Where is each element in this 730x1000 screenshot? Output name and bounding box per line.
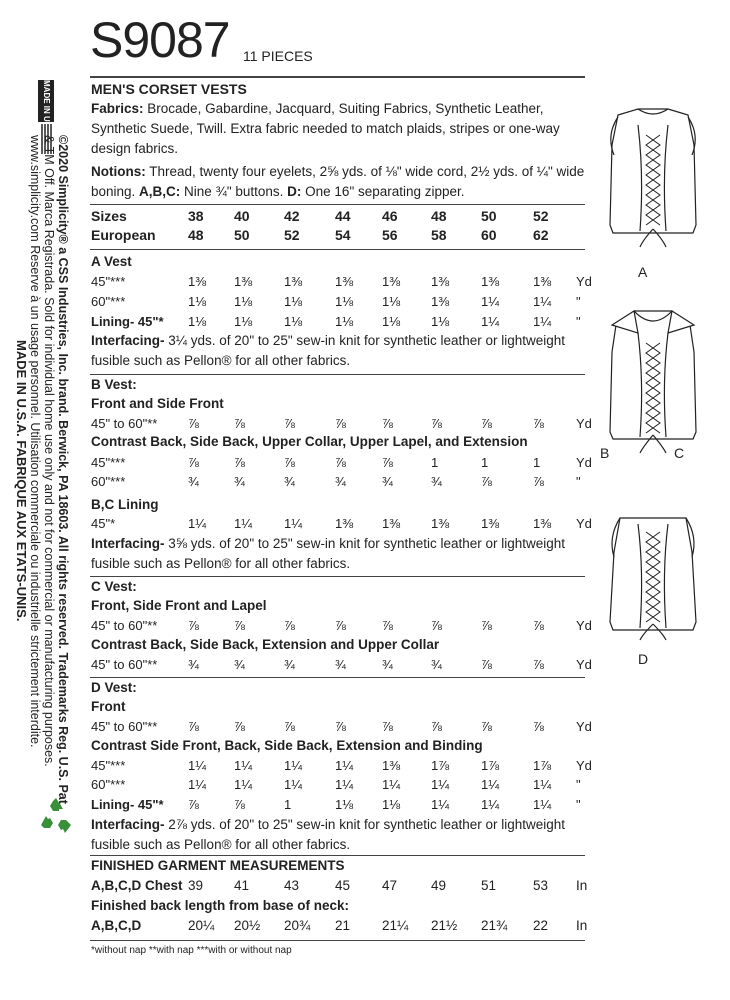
table-cell: 1¼ [481, 797, 500, 812]
table-cell: 1¼ [533, 314, 552, 329]
unit-cell: Yd [576, 416, 592, 431]
view-label-d: D [638, 651, 649, 667]
table-cell: 1⅜ [533, 274, 552, 289]
a-vest-title: A Vest [91, 254, 132, 269]
table-cell: 1⅛ [188, 314, 207, 329]
table-cell: ⅞ [431, 719, 442, 734]
table-cell: ⅞ [335, 719, 346, 734]
table-cell: 1¼ [481, 314, 500, 329]
table-cell: 52 [284, 227, 300, 243]
back-length-title: Finished back length from base of neck: [91, 898, 350, 913]
table-cell: 1⅜ [431, 294, 450, 309]
table-cell: 1¼ [234, 777, 253, 792]
table-cell: 1¼ [234, 758, 253, 773]
notions-line-1: Notions: Thread, twenty four eyelets, 2⅝ yds. of ⅛" wide cord, 2½ yds. of ¼" wide [91, 164, 585, 179]
b-interfacing-1: Interfacing- 3⅝ yds. of 20" to 25" sew-in knit for synthetic leather or lightweight [91, 536, 566, 551]
row-label: 45" to 60"** [91, 657, 158, 672]
table-cell: ⅞ [188, 797, 199, 812]
table-cell: 48 [188, 227, 204, 243]
table-cell: ⅞ [431, 416, 442, 431]
vest-bc-illustration [598, 307, 708, 462]
table-cell: 1¼ [481, 777, 500, 792]
d-vest-title: D Vest: [91, 680, 137, 695]
table-cell: 54 [335, 227, 351, 243]
table-cell: 49 [431, 878, 447, 893]
table-cell: 1⅜ [382, 516, 401, 531]
table-cell: 1¼ [188, 758, 207, 773]
table-cell: ⅞ [188, 455, 199, 470]
table-cell: 1 [431, 455, 439, 470]
table-cell: ⅞ [284, 455, 295, 470]
table-cell: 1¼ [284, 758, 303, 773]
footnote: *without nap **with nap ***with or without nap [91, 945, 292, 956]
table-cell: ⅞ [234, 455, 245, 470]
unit-cell: Yd [576, 455, 592, 470]
table-cell: 52 [533, 208, 549, 224]
unit-cell: " [576, 294, 581, 309]
c-sub-1: Front, Side Front and Lapel [91, 598, 267, 613]
finished-title: FINISHED GARMENT MEASUREMENTS [91, 858, 345, 873]
table-cell: 1¼ [431, 777, 450, 792]
unit-cell: In [576, 878, 588, 893]
unit-cell: Yd [576, 618, 592, 633]
table-cell: ¾ [188, 474, 199, 489]
made-in-line: MADE IN U.S.A. FABRIQUE AUX ETATS-UNIS. [14, 340, 29, 622]
table-cell: 1 [284, 797, 292, 812]
unit-cell: Yd [576, 758, 592, 773]
table-cell: ¾ [284, 474, 295, 489]
row-label: 45"*** [91, 274, 126, 289]
table-cell: 1⅜ [335, 516, 354, 531]
table-cell: 21¾ [481, 918, 508, 933]
row-label: Lining- 45"* [91, 314, 164, 329]
table-cell: ⅞ [481, 618, 492, 633]
table-cell: 1¼ [284, 777, 303, 792]
row-label: A,B,C,D [91, 918, 142, 933]
table-cell: ⅞ [533, 657, 544, 672]
table-cell: 44 [335, 208, 351, 224]
table-cell: 1¼ [533, 294, 552, 309]
table-cell: 45 [335, 878, 351, 893]
table-cell: ⅞ [188, 618, 199, 633]
view-label-b: B [600, 445, 610, 461]
table-cell: ⅞ [188, 719, 199, 734]
table-cell: 51 [481, 878, 497, 893]
table-cell: 1⅛ [382, 294, 401, 309]
rule [90, 374, 585, 375]
table-cell: 1⅜ [533, 516, 552, 531]
rule [90, 249, 585, 250]
unit-cell: In [576, 918, 588, 933]
table-cell: 1¼ [234, 516, 253, 531]
table-cell: 1⅛ [431, 314, 450, 329]
table-cell: ⅞ [335, 416, 346, 431]
table-cell: ⅞ [284, 416, 295, 431]
table-cell: ⅞ [188, 416, 199, 431]
table-cell: 1 [481, 455, 489, 470]
table-cell: 1¼ [382, 777, 401, 792]
table-cell: ⅞ [431, 618, 442, 633]
row-label: 45" to 60"** [91, 618, 158, 633]
table-cell: 1¼ [335, 758, 354, 773]
d-interfacing-2: fusible such as Pellon® for all other fabrics. [91, 837, 351, 852]
table-cell: 1⅛ [335, 797, 354, 812]
table-cell: 39 [188, 878, 204, 893]
table-cell: 1⅞ [481, 758, 500, 773]
table-cell: ⅞ [533, 618, 544, 633]
table-cell: ⅞ [533, 416, 544, 431]
table-cell: 1⅜ [431, 516, 450, 531]
trademark-line: & TM Off. Marca Registrada. Sold for individual home use only and not for commercial or manufacturing purposes. [42, 135, 56, 767]
unit-cell: " [576, 474, 581, 489]
made-in-usa-badge: MADE IN USA [38, 80, 54, 122]
table-cell: ⅞ [533, 474, 544, 489]
b-sub-3: B,C Lining [91, 497, 159, 512]
b-vest-title: B Vest: [91, 377, 137, 392]
table-cell: ⅞ [234, 618, 245, 633]
table-cell: ¾ [335, 657, 346, 672]
table-cell: 1⅛ [234, 294, 253, 309]
table-cell: ¾ [382, 657, 393, 672]
d-interfacing-1: Interfacing- 2⅞ yds. of 20" to 25" sew-in knit for synthetic leather or lightweight [91, 817, 566, 832]
rule [90, 677, 585, 678]
vest-a-illustration [598, 105, 708, 260]
table-cell: ¾ [382, 474, 393, 489]
table-cell: 21 [335, 918, 351, 933]
table-cell: 1⅛ [382, 314, 401, 329]
page-title: MEN'S CORSET VESTS [91, 81, 247, 97]
table-cell: 1¼ [533, 777, 552, 792]
table-cell: ⅞ [481, 719, 492, 734]
unit-cell: Yd [576, 719, 592, 734]
table-cell: 40 [234, 208, 250, 224]
table-cell: 1¼ [431, 797, 450, 812]
row-label: 45"* [91, 516, 116, 531]
rule [90, 940, 585, 941]
unit-cell: " [576, 797, 581, 812]
table-cell: 38 [188, 208, 204, 224]
table-cell: ⅞ [382, 618, 393, 633]
table-cell: 58 [431, 227, 447, 243]
table-cell: ⅞ [234, 416, 245, 431]
table-cell: 1⅛ [284, 294, 303, 309]
row-label: 60"*** [91, 777, 126, 792]
table-cell: 1⅜ [431, 274, 450, 289]
recycle-icon [36, 795, 76, 840]
table-cell: 20½ [234, 918, 261, 933]
table-cell: 1¼ [284, 516, 303, 531]
row-label: Sizes [91, 208, 127, 224]
table-cell: 53 [533, 878, 549, 893]
rule [90, 855, 585, 856]
table-cell: 42 [284, 208, 300, 224]
table-cell: 1⅜ [284, 274, 303, 289]
fabrics-line-2: Synthetic Suede, Twill. Extra fabric needed to match plaids, stripes or one-way [91, 121, 560, 136]
table-cell: ¾ [188, 657, 199, 672]
table-cell: 50 [234, 227, 250, 243]
table-cell: 1¼ [533, 797, 552, 812]
table-cell: 21½ [431, 918, 458, 933]
table-cell: 1⅜ [382, 758, 401, 773]
pieces-count: 11 PIECES [243, 48, 313, 64]
notions-line-2: boning. A,B,C: Nine ¾" buttons. D: One 16" separating zipper. [91, 184, 465, 199]
pattern-number: S9087 [90, 12, 230, 68]
row-label: A,B,C,D Chest [91, 878, 183, 893]
table-cell: ¾ [335, 474, 346, 489]
vest-d-illustration [598, 512, 708, 647]
table-cell: ⅞ [382, 416, 393, 431]
table-cell: 1⅜ [481, 274, 500, 289]
b-sub-1: Front and Side Front [91, 396, 224, 411]
table-cell: ⅞ [533, 719, 544, 734]
table-cell: 1⅜ [481, 516, 500, 531]
table-cell: 1⅜ [335, 274, 354, 289]
table-cell: 46 [382, 208, 398, 224]
table-cell: ⅞ [335, 455, 346, 470]
b-interfacing-2: fusible such as Pellon® for all other fabrics. [91, 556, 351, 571]
table-cell: 1¼ [481, 294, 500, 309]
table-cell: 1⅞ [533, 758, 552, 773]
unit-cell: " [576, 314, 581, 329]
unit-cell: Yd [576, 516, 592, 531]
c-sub-2: Contrast Back, Side Back, Extension and Upper Collar [91, 637, 440, 652]
b-sub-2: Contrast Back, Side Back, Upper Collar, Upper Lapel, and Extension [91, 434, 528, 449]
table-cell: 62 [533, 227, 549, 243]
table-cell: ¾ [234, 474, 245, 489]
rule [90, 204, 585, 205]
table-cell: 41 [234, 878, 250, 893]
table-cell: ⅞ [335, 618, 346, 633]
table-cell: 48 [431, 208, 447, 224]
row-label: 45" to 60"** [91, 719, 158, 734]
table-cell: ⅞ [234, 719, 245, 734]
table-cell: 56 [382, 227, 398, 243]
table-cell: 20¾ [284, 918, 311, 933]
table-cell: ⅞ [382, 455, 393, 470]
unit-cell: " [576, 777, 581, 792]
table-cell: 1⅞ [431, 758, 450, 773]
fabrics-line-1: Fabrics: Brocade, Gabardine, Jacquard, Suiting Fabrics, Synthetic Leather, [91, 101, 544, 116]
website-line: www.simplicity.com Reserve à un usage personnel. Utilisation commerciale ou industrielle strictement interdite. [28, 135, 42, 748]
table-cell: 1⅛ [284, 314, 303, 329]
fabrics-line-3: design fabrics. [91, 141, 179, 156]
table-cell: ⅞ [481, 416, 492, 431]
table-cell: ⅞ [284, 618, 295, 633]
table-cell: 1⅜ [188, 274, 207, 289]
table-cell: ⅞ [284, 719, 295, 734]
table-cell: ⅞ [481, 657, 492, 672]
table-cell: ⅞ [382, 719, 393, 734]
table-cell: 1⅛ [382, 797, 401, 812]
view-label-c: C [674, 445, 685, 461]
c-vest-title: C Vest: [91, 579, 137, 594]
header-rule [90, 76, 585, 78]
table-cell: ¾ [234, 657, 245, 672]
table-cell: 1⅜ [382, 274, 401, 289]
view-label-a: A [638, 264, 648, 280]
unit-cell: Yd [576, 274, 592, 289]
d-sub-1: Front [91, 699, 126, 714]
row-label: 45"*** [91, 758, 126, 773]
row-label: European [91, 227, 156, 243]
table-cell: 21¼ [382, 918, 409, 933]
table-cell: 60 [481, 227, 497, 243]
d-sub-2: Contrast Side Front, Back, Side Back, Extension and Binding [91, 738, 483, 753]
row-label: 45"*** [91, 455, 126, 470]
table-cell: 1¼ [188, 516, 207, 531]
table-cell: 1⅛ [188, 294, 207, 309]
table-cell: 1⅜ [234, 274, 253, 289]
table-cell: 43 [284, 878, 300, 893]
table-cell: 22 [533, 918, 549, 933]
table-cell: 20¼ [188, 918, 215, 933]
row-label: Lining- 45"* [91, 797, 164, 812]
row-label: 45" to 60"** [91, 416, 158, 431]
unit-cell: Yd [576, 657, 592, 672]
rule [90, 576, 585, 577]
table-cell: 1¼ [335, 777, 354, 792]
table-cell: 1 [533, 455, 541, 470]
row-label: 60"*** [91, 474, 126, 489]
table-cell: ¾ [284, 657, 295, 672]
table-cell: ¾ [431, 657, 442, 672]
table-cell: 1⅛ [335, 314, 354, 329]
a-interfacing-2: fusible such as Pellon® for all other fabrics. [91, 353, 351, 368]
table-cell: 50 [481, 208, 497, 224]
row-label: 60"*** [91, 294, 126, 309]
table-cell: ⅞ [234, 797, 245, 812]
table-cell: ⅞ [481, 474, 492, 489]
table-cell: 1⅛ [234, 314, 253, 329]
table-cell: 1⅛ [335, 294, 354, 309]
table-cell: 47 [382, 878, 398, 893]
a-interfacing-1: Interfacing- 3¼ yds. of 20" to 25" sew-in knit for synthetic leather or lightweight [91, 333, 566, 348]
table-cell: ¾ [431, 474, 442, 489]
table-cell: 1¼ [188, 777, 207, 792]
copyright-line: ©2020 Simplicity® a CSS Industries, Inc. brand. Berwick, PA 18603. All rights reserved. Trademarks Reg. U.S. Pat. [56, 135, 70, 808]
